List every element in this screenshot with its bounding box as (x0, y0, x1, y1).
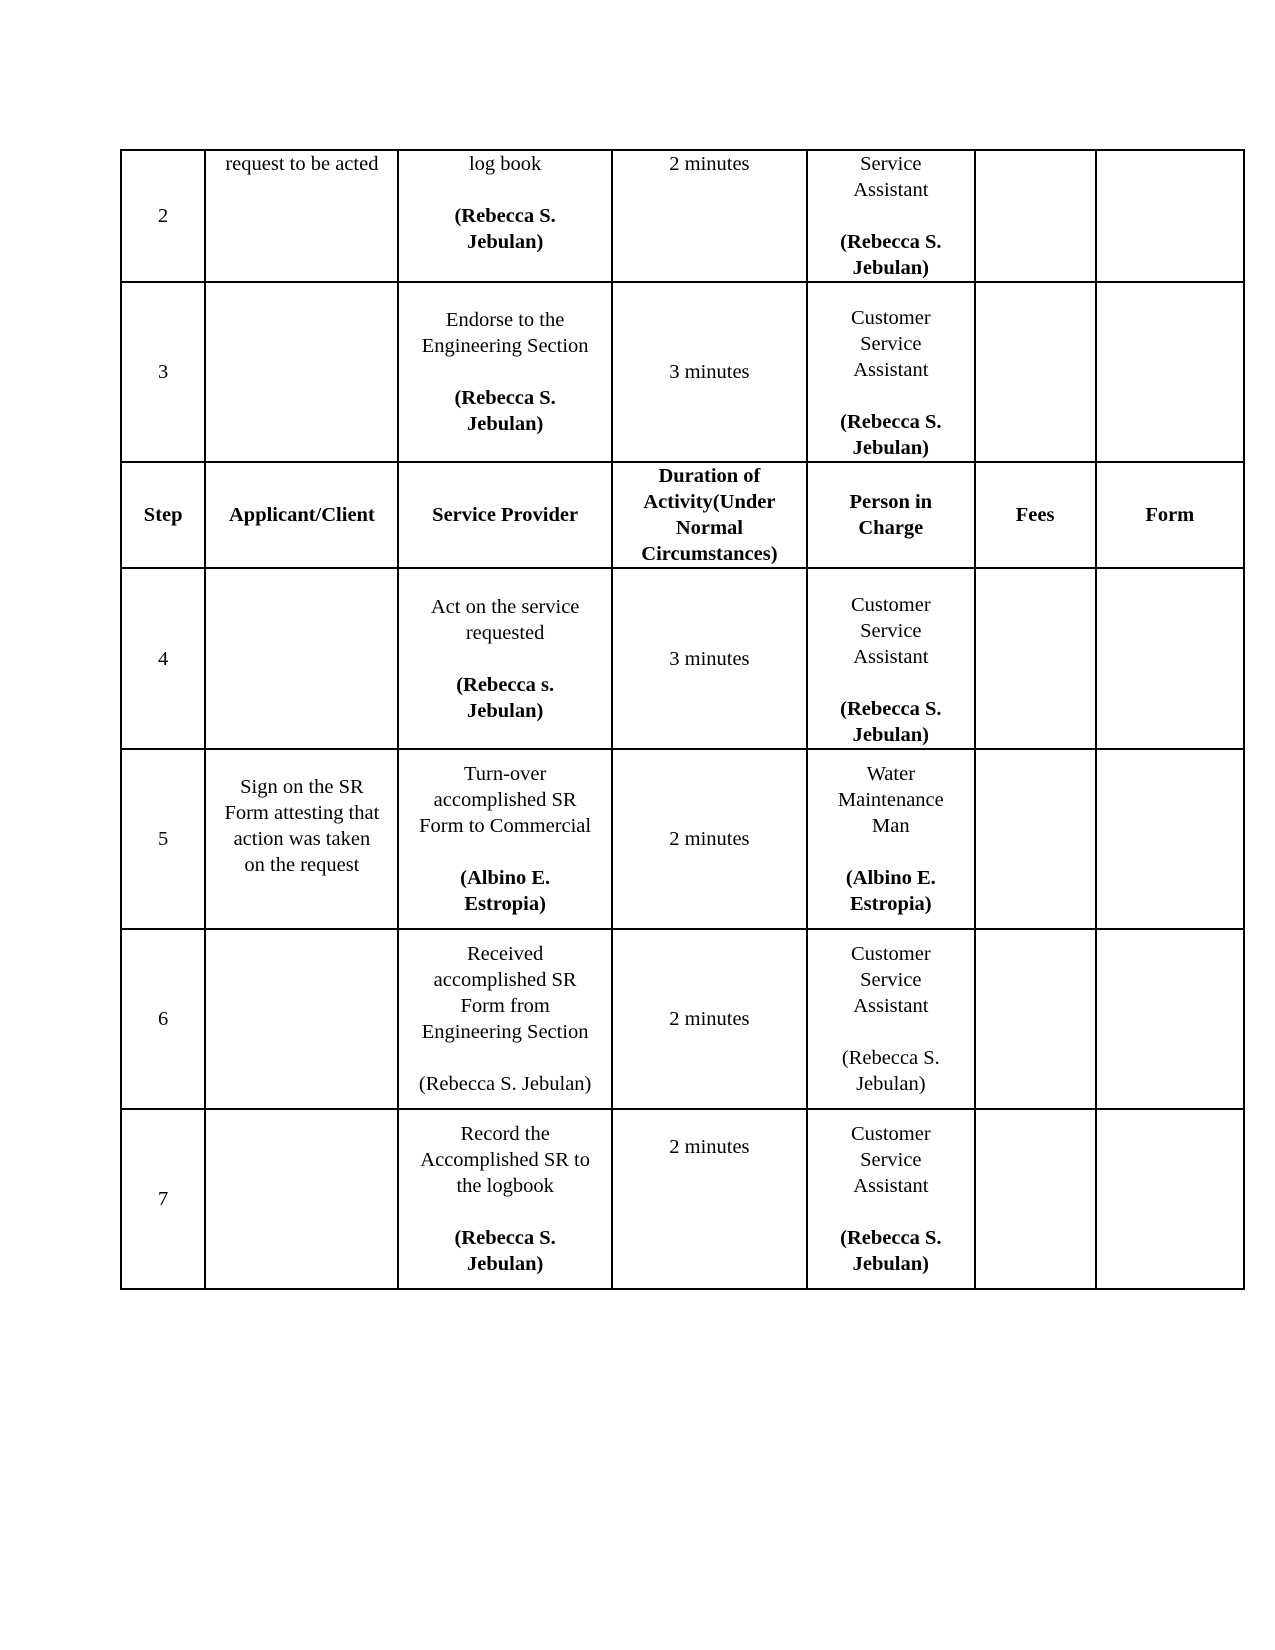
person-in-charge-cell: Customer Service Assistant (Rebecca S. Jebulan) (807, 282, 975, 462)
step-cell: 3 (121, 282, 205, 462)
person-in-charge-cell: Water Maintenance Man (Albino E. Estropia) (807, 749, 975, 929)
header-applicant: Applicant/Client (205, 462, 398, 568)
form-cell (1096, 929, 1244, 1109)
service-provider-cell: log book (Rebecca S. Jebulan) (398, 150, 611, 282)
person-in-charge-cell: Service Assistant (Rebecca S. Jebulan) (807, 150, 975, 282)
step-cell: 7 (121, 1109, 205, 1289)
form-cell (1096, 568, 1244, 749)
step-cell: 2 (121, 150, 205, 282)
header-fees: Fees (975, 462, 1096, 568)
duration-cell: 3 minutes (612, 568, 807, 749)
table-header-row (121, 462, 1244, 568)
applicant-cell (205, 568, 398, 749)
applicant-cell (205, 929, 398, 1109)
form-cell (1096, 1109, 1244, 1289)
header-service-provider: Service Provider (398, 462, 611, 568)
fees-cell (975, 749, 1096, 929)
header-person-in-charge: Person in Charge (807, 462, 975, 568)
fees-cell (975, 1109, 1096, 1289)
service-provider-cell: Endorse to the Engineering Section (Rebecca S. Jebulan) (398, 282, 611, 462)
header-step: Step (121, 462, 205, 568)
person-in-charge-cell: Customer Service Assistant (Rebecca S. Jebulan) (807, 568, 975, 749)
person-in-charge-cell: Customer Service Assistant (Rebecca S. Jebulan) (807, 1109, 975, 1289)
duration-cell: 2 minutes (612, 749, 807, 929)
fees-cell (975, 150, 1096, 282)
person-in-charge-cell: Customer Service Assistant (Rebecca S. Jebulan) (807, 929, 975, 1109)
step-cell: 4 (121, 568, 205, 749)
table-row (121, 282, 1244, 462)
table-row (121, 1109, 1244, 1289)
applicant-cell: request to be acted (205, 150, 398, 282)
table-row (121, 929, 1244, 1109)
duration-cell: 3 minutes (612, 282, 807, 462)
applicant-cell: Sign on the SR Form attesting that action was taken on the request (205, 749, 398, 929)
service-provider-cell: Received accomplished SR Form from Engineering Section (Rebecca S. Jebulan) (398, 929, 611, 1109)
duration-cell: 2 minutes (612, 929, 807, 1109)
applicant-cell (205, 282, 398, 462)
service-provider-cell: Act on the service requested (Rebecca s. Jebulan) (398, 568, 611, 749)
step-cell: 6 (121, 929, 205, 1109)
applicant-cell (205, 1109, 398, 1289)
fees-cell (975, 929, 1096, 1109)
table-row (121, 749, 1244, 929)
procedure-table (120, 149, 1245, 1290)
form-cell (1096, 150, 1244, 282)
duration-cell: 2 minutes (612, 150, 807, 282)
duration-cell: 2 minutes (612, 1109, 807, 1289)
header-form: Form (1096, 462, 1244, 568)
step-cell: 5 (121, 749, 205, 929)
service-provider-cell: Turn-over accomplished SR Form to Commercial (Albino E. Estropia) (398, 749, 611, 929)
header-duration: Duration of Activity(Under Normal Circumstances) (612, 462, 807, 568)
fees-cell (975, 568, 1096, 749)
service-provider-cell: Record the Accomplished SR to the logbook (Rebecca S. Jebulan) (398, 1109, 611, 1289)
table-row (121, 568, 1244, 749)
form-cell (1096, 749, 1244, 929)
table-row (121, 150, 1244, 282)
fees-cell (975, 282, 1096, 462)
form-cell (1096, 282, 1244, 462)
